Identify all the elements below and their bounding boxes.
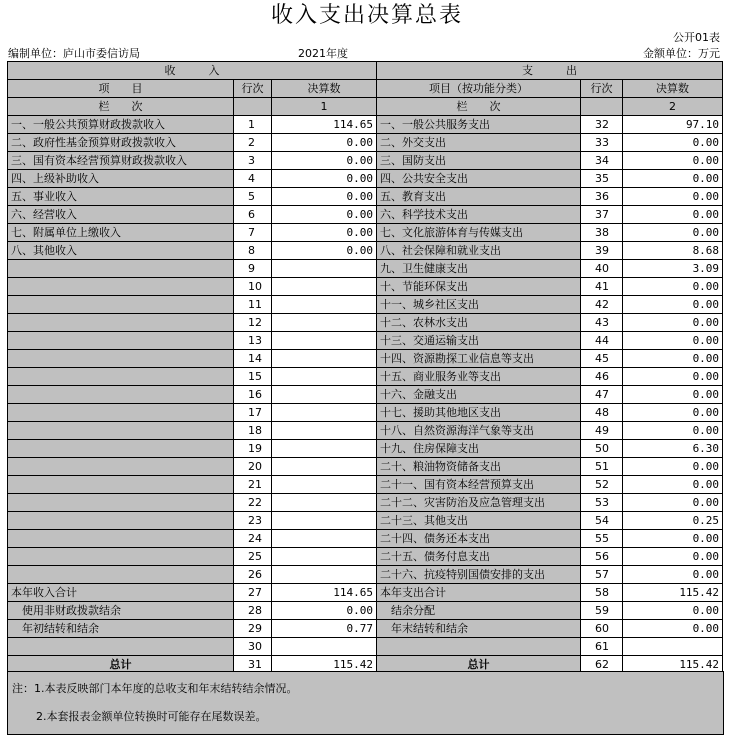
expense-row-no: 53 — [581, 494, 623, 512]
table-row — [8, 116, 723, 134]
meta-row — [0, 46, 734, 61]
expense-item: 六、科学技术支出 — [377, 206, 581, 224]
expense-row-no: 55 — [581, 530, 623, 548]
expense-row-no: 39 — [581, 242, 623, 260]
expense-amount: 0.00 — [623, 476, 723, 494]
income-amount — [272, 368, 377, 386]
income-item — [8, 440, 234, 458]
income-row-no: 13 — [234, 332, 272, 350]
income-item — [8, 260, 234, 278]
table-row — [8, 170, 723, 188]
item-func-header: 项目（按功能分类） — [377, 80, 581, 98]
table-row — [8, 152, 723, 170]
income-item — [8, 278, 234, 296]
expense-item: 年末结转和结余 — [377, 620, 581, 638]
income-row-no: 23 — [234, 512, 272, 530]
income-amount — [272, 350, 377, 368]
income-item — [8, 368, 234, 386]
income-row-no: 6 — [234, 206, 272, 224]
income-amount — [272, 458, 377, 476]
income-row-no: 24 — [234, 530, 272, 548]
income-item: 三、国有资本经营预算财政拨款收入 — [8, 152, 234, 170]
income-item — [8, 314, 234, 332]
table-row — [8, 206, 723, 224]
form-number: 公开01表 — [673, 31, 720, 44]
expense-amount: 0.00 — [623, 548, 723, 566]
expense-amount: 0.00 — [623, 206, 723, 224]
income-amount: 0.00 — [272, 170, 377, 188]
income-item: 本年收入合计 — [8, 584, 234, 602]
expense-item: 二十二、灾害防治及应急管理支出 — [377, 494, 581, 512]
expense-item: 十九、住房保障支出 — [377, 440, 581, 458]
table-row — [8, 476, 723, 494]
income-row-no: 5 — [234, 188, 272, 206]
expense-item: 四、公共安全支出 — [377, 170, 581, 188]
report-title: 收入支出决算总表 — [270, 3, 463, 28]
income-item: 六、经营收入 — [8, 206, 234, 224]
income-row-no: 29 — [234, 620, 272, 638]
column-label: 栏 次 — [8, 98, 234, 116]
expense-item: 二十、粮油物资储备支出 — [377, 458, 581, 476]
income-amount — [272, 314, 377, 332]
expense-row-no: 36 — [581, 188, 623, 206]
income-row-no: 8 — [234, 242, 272, 260]
expense-row-no: 44 — [581, 332, 623, 350]
table-row — [8, 638, 723, 656]
expense-row-no: 47 — [581, 386, 623, 404]
expense-item: 结余分配 — [377, 602, 581, 620]
income-row-no: 27 — [234, 584, 272, 602]
amount-header: 决算数 — [623, 80, 723, 98]
table-row — [8, 314, 723, 332]
expense-item: 十四、资源勘探工业信息等支出 — [377, 350, 581, 368]
income-row-no: 22 — [234, 494, 272, 512]
column-label: 栏 次 — [377, 98, 581, 116]
income-amount — [272, 476, 377, 494]
income-item — [8, 296, 234, 314]
expense-amount: 3.09 — [623, 260, 723, 278]
expense-header: 支 出 — [377, 62, 723, 80]
expense-row-no: 34 — [581, 152, 623, 170]
income-item — [8, 350, 234, 368]
income-amount — [272, 332, 377, 350]
income-row-no: 31 — [234, 656, 272, 674]
expense-item — [377, 638, 581, 656]
expense-amount: 0.00 — [623, 188, 723, 206]
income-row-no: 18 — [234, 422, 272, 440]
income-amount: 0.00 — [272, 242, 377, 260]
expense-row-no: 45 — [581, 350, 623, 368]
income-row-no: 16 — [234, 386, 272, 404]
column-number: 1 — [272, 98, 377, 116]
income-item — [8, 530, 234, 548]
expense-amount: 8.68 — [623, 242, 723, 260]
expense-item: 十一、城乡社区支出 — [377, 296, 581, 314]
table-row — [8, 422, 723, 440]
expense-item: 二十一、国有资本经营预算支出 — [377, 476, 581, 494]
expense-amount: 0.00 — [623, 458, 723, 476]
expense-item: 二十三、其他支出 — [377, 512, 581, 530]
income-item — [8, 494, 234, 512]
expense-row-no: 62 — [581, 656, 623, 674]
table-row — [8, 512, 723, 530]
table-row — [8, 296, 723, 314]
table-row — [8, 440, 723, 458]
column-number: 2 — [623, 98, 723, 116]
expense-amount: 115.42 — [623, 584, 723, 602]
table-row — [8, 134, 723, 152]
expense-row-no: 43 — [581, 314, 623, 332]
income-amount — [272, 548, 377, 566]
expense-row-no: 50 — [581, 440, 623, 458]
amount-header: 决算数 — [272, 80, 377, 98]
income-row-no: 17 — [234, 404, 272, 422]
expense-item: 一、一般公共服务支出 — [377, 116, 581, 134]
income-item — [8, 332, 234, 350]
income-amount — [272, 440, 377, 458]
income-item — [8, 638, 234, 656]
income-item: 二、政府性基金预算财政拨款收入 — [8, 134, 234, 152]
expense-amount: 0.00 — [623, 404, 723, 422]
expense-amount: 0.00 — [623, 224, 723, 242]
expense-row-no: 59 — [581, 602, 623, 620]
income-row-no: 21 — [234, 476, 272, 494]
income-header: 收 入 — [8, 62, 377, 80]
income-amount — [272, 530, 377, 548]
income-amount: 0.00 — [272, 134, 377, 152]
table-row — [8, 224, 723, 242]
income-row-no: 20 — [234, 458, 272, 476]
expense-item: 十五、商业服务业等支出 — [377, 368, 581, 386]
expense-row-no: 46 — [581, 368, 623, 386]
expense-item: 十、节能环保支出 — [377, 278, 581, 296]
income-row-no: 15 — [234, 368, 272, 386]
table-row — [8, 368, 723, 386]
table-row — [8, 530, 723, 548]
table-row — [8, 494, 723, 512]
income-item — [8, 566, 234, 584]
expense-row-no: 35 — [581, 170, 623, 188]
income-item: 五、事业收入 — [8, 188, 234, 206]
expense-row-no: 32 — [581, 116, 623, 134]
expense-amount: 0.00 — [623, 350, 723, 368]
expense-item: 本年支出合计 — [377, 584, 581, 602]
notes-box — [7, 671, 724, 735]
expense-row-no: 56 — [581, 548, 623, 566]
expense-row-no: 38 — [581, 224, 623, 242]
income-row-no: 1 — [234, 116, 272, 134]
expense-row-no: 54 — [581, 512, 623, 530]
income-amount — [272, 404, 377, 422]
table-row — [8, 332, 723, 350]
expense-amount: 0.25 — [623, 512, 723, 530]
expense-amount: 0.00 — [623, 332, 723, 350]
note-2: 2.本套报表金额单位转换时可能存在尾数误差。 — [36, 710, 267, 723]
table-row — [8, 242, 723, 260]
income-row-no: 26 — [234, 566, 272, 584]
expense-item: 十二、农林水支出 — [377, 314, 581, 332]
income-amount: 0.00 — [272, 188, 377, 206]
row-no-header: 行次 — [234, 80, 272, 98]
expense-row-no: 52 — [581, 476, 623, 494]
expense-item: 八、社会保障和就业支出 — [377, 242, 581, 260]
income-amount — [272, 260, 377, 278]
org-label: 编制单位：庐山市委信访局 — [8, 47, 140, 60]
expense-amount — [623, 638, 723, 656]
income-item — [8, 386, 234, 404]
expense-amount: 0.00 — [623, 566, 723, 584]
income-item: 七、附属单位上缴收入 — [8, 224, 234, 242]
income-amount: 114.65 — [272, 584, 377, 602]
table-row — [8, 602, 723, 620]
expense-amount: 0.00 — [623, 620, 723, 638]
income-row-no: 9 — [234, 260, 272, 278]
summary-table — [7, 61, 723, 674]
income-row-no: 4 — [234, 170, 272, 188]
expense-item: 十三、交通运输支出 — [377, 332, 581, 350]
income-total-amount: 115.42 — [272, 656, 377, 674]
table-row — [8, 458, 723, 476]
income-amount — [272, 512, 377, 530]
income-item — [8, 548, 234, 566]
expense-amount: 0.00 — [623, 278, 723, 296]
year-label: 2021年度 — [298, 47, 348, 60]
income-amount — [272, 296, 377, 314]
income-amount — [272, 386, 377, 404]
expense-row-no: 57 — [581, 566, 623, 584]
income-total-label: 总计 — [8, 656, 234, 674]
expense-amount: 97.10 — [623, 116, 723, 134]
table-row — [8, 350, 723, 368]
income-item: 年初结转和结余 — [8, 620, 234, 638]
table-row — [8, 260, 723, 278]
expense-row-no: 51 — [581, 458, 623, 476]
income-amount: 0.00 — [272, 206, 377, 224]
income-amount — [272, 494, 377, 512]
table-row — [8, 278, 723, 296]
expense-amount: 0.00 — [623, 152, 723, 170]
income-row-no: 30 — [234, 638, 272, 656]
expense-total-amount: 115.42 — [623, 656, 723, 674]
income-amount: 0.00 — [272, 152, 377, 170]
expense-row-no: 41 — [581, 278, 623, 296]
expense-item: 十六、金融支出 — [377, 386, 581, 404]
income-item: 四、上级补助收入 — [8, 170, 234, 188]
expense-item: 三、国防支出 — [377, 152, 581, 170]
table-row — [8, 566, 723, 584]
income-row-no: 12 — [234, 314, 272, 332]
money-unit-label: 金额单位：万元 — [643, 47, 720, 60]
expense-item: 十八、自然资源海洋气象等支出 — [377, 422, 581, 440]
income-item: 使用非财政拨款结余 — [8, 602, 234, 620]
expense-row-no: 61 — [581, 638, 623, 656]
expense-item: 二十六、抗疫特别国债安排的支出 — [377, 566, 581, 584]
income-row-no: 11 — [234, 296, 272, 314]
expense-item: 二十五、债务付息支出 — [377, 548, 581, 566]
expense-row-no: 42 — [581, 296, 623, 314]
expense-row-no: 49 — [581, 422, 623, 440]
income-row-no: 10 — [234, 278, 272, 296]
row-no-header: 行次 — [581, 80, 623, 98]
table-row — [8, 404, 723, 422]
table-row — [8, 386, 723, 404]
income-amount — [272, 278, 377, 296]
income-row-no: 2 — [234, 134, 272, 152]
income-amount: 0.00 — [272, 224, 377, 242]
income-item: 一、一般公共预算财政拨款收入 — [8, 116, 234, 134]
expense-item: 五、教育支出 — [377, 188, 581, 206]
expense-amount: 0.00 — [623, 494, 723, 512]
expense-item: 九、卫生健康支出 — [377, 260, 581, 278]
income-item — [8, 422, 234, 440]
income-item: 八、其他收入 — [8, 242, 234, 260]
income-item — [8, 458, 234, 476]
expense-row-no: 60 — [581, 620, 623, 638]
table-row — [8, 548, 723, 566]
income-amount — [272, 422, 377, 440]
expense-amount: 0.00 — [623, 314, 723, 332]
expense-amount: 6.30 — [623, 440, 723, 458]
expense-item: 十七、援助其他地区支出 — [377, 404, 581, 422]
expense-amount: 0.00 — [623, 296, 723, 314]
income-row-no: 3 — [234, 152, 272, 170]
income-amount: 114.65 — [272, 116, 377, 134]
expense-item: 二十四、债务还本支出 — [377, 530, 581, 548]
income-row-no: 25 — [234, 548, 272, 566]
item-header: 项 目 — [8, 80, 234, 98]
expense-row-no: 48 — [581, 404, 623, 422]
income-amount — [272, 566, 377, 584]
expense-row-no: 58 — [581, 584, 623, 602]
income-row-no: 7 — [234, 224, 272, 242]
expense-amount: 0.00 — [623, 422, 723, 440]
income-item — [8, 404, 234, 422]
table-row — [8, 188, 723, 206]
expense-amount: 0.00 — [623, 602, 723, 620]
expense-row-no: 37 — [581, 206, 623, 224]
expense-total-label: 总计 — [377, 656, 581, 674]
expense-amount: 0.00 — [623, 170, 723, 188]
income-row-no: 28 — [234, 602, 272, 620]
expense-amount: 0.00 — [623, 530, 723, 548]
table-row — [8, 620, 723, 638]
income-amount: 0.77 — [272, 620, 377, 638]
expense-item: 七、文化旅游体育与传媒支出 — [377, 224, 581, 242]
income-row-no: 14 — [234, 350, 272, 368]
expense-row-no: 40 — [581, 260, 623, 278]
income-item — [8, 476, 234, 494]
income-item — [8, 512, 234, 530]
expense-item: 二、外交支出 — [377, 134, 581, 152]
expense-amount: 0.00 — [623, 134, 723, 152]
income-row-no: 19 — [234, 440, 272, 458]
expense-amount: 0.00 — [623, 386, 723, 404]
note-1: 注：1.本表反映部门本年度的总收支和年末结转结余情况。 — [12, 682, 298, 695]
income-amount: 0.00 — [272, 602, 377, 620]
expense-amount: 0.00 — [623, 368, 723, 386]
table-row — [8, 584, 723, 602]
income-amount — [272, 638, 377, 656]
expense-row-no: 33 — [581, 134, 623, 152]
